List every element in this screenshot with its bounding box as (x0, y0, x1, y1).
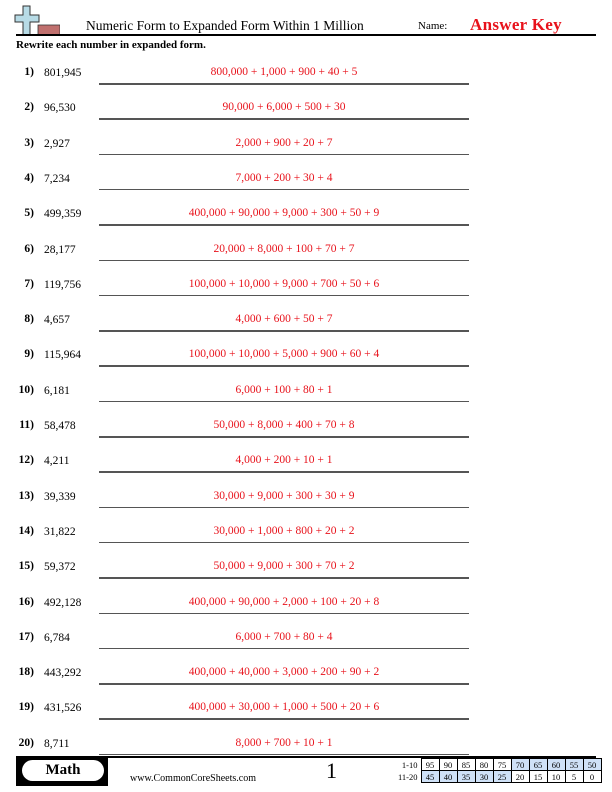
problem-number: 2) (24, 101, 34, 114)
problem-value: 492,128 (44, 596, 82, 609)
score-cell: 15 (529, 771, 547, 783)
problem-row (0, 631, 612, 661)
problem-number: 15) (18, 560, 34, 573)
answer-line (99, 401, 469, 403)
name-label: Name: (418, 20, 448, 32)
problem-row (0, 101, 612, 131)
score-cell: 10 (547, 771, 565, 783)
score-cell: 75 (493, 759, 511, 771)
problem-number: 7) (24, 277, 34, 290)
score-cell: 60 (547, 759, 565, 771)
problem-number: 4) (24, 171, 34, 184)
worksheet-footer (0, 756, 612, 792)
score-cell: 70 (511, 759, 529, 771)
answer-line (99, 577, 469, 579)
problem-row (0, 348, 612, 378)
problem-answer: 50,000 + 9,000 + 300 + 70 + 2 (213, 560, 355, 573)
problem-value: 96,530 (44, 102, 76, 115)
problem-value: 499,359 (44, 208, 82, 221)
problem-answer: 4,000 + 600 + 50 + 7 (235, 313, 333, 326)
problem-row (0, 207, 612, 237)
problem-answer: 20,000 + 8,000 + 100 + 70 + 7 (213, 242, 355, 255)
score-cell: 85 (457, 759, 475, 771)
problem-value: 119,756 (44, 278, 81, 291)
problem-row (0, 172, 612, 202)
problem-number: 14) (18, 524, 34, 537)
worksheet-header (0, 0, 612, 38)
problem-answer: 7,000 + 200 + 30 + 4 (235, 171, 333, 184)
problem-row (0, 384, 612, 414)
problem-number: 10) (18, 383, 34, 396)
header-divider (16, 34, 596, 36)
score-cell: 25 (493, 771, 511, 783)
score-cell: 35 (457, 771, 475, 783)
answer-key-label: Answer Key (470, 15, 562, 34)
problem-answer: 400,000 + 40,000 + 3,000 + 200 + 90 + 2 (188, 666, 380, 679)
problem-number: 13) (18, 489, 34, 502)
problem-number: 8) (24, 313, 34, 326)
score-cell: 0 (583, 771, 601, 783)
problem-number: 3) (24, 136, 34, 149)
problem-answer: 800,000 + 1,000 + 900 + 40 + 5 (210, 66, 358, 78)
problem-value: 801,945 (44, 67, 82, 79)
problem-answer: 6,000 + 100 + 80 + 1 (235, 383, 333, 396)
score-row (396, 771, 601, 783)
answer-line (99, 471, 469, 473)
answer-line (99, 365, 469, 367)
problem-value: 6,784 (44, 631, 70, 644)
problem-answer: 400,000 + 30,000 + 1,000 + 500 + 20 + 6 (188, 701, 380, 714)
score-cell: 40 (439, 771, 457, 783)
problem-value: 39,339 (44, 490, 76, 503)
problem-answer: 100,000 + 10,000 + 5,000 + 900 + 60 + 4 (188, 348, 380, 361)
problem-answer: 400,000 + 90,000 + 2,000 + 100 + 20 + 8 (188, 595, 380, 608)
score-cell: 5 (565, 771, 583, 783)
problem-number: 16) (18, 595, 34, 608)
problem-row (0, 419, 612, 449)
plus-and-bar-logo-icon (14, 4, 60, 36)
problem-answer: 2,000 + 900 + 20 + 7 (235, 136, 333, 149)
problem-number: 18) (18, 666, 34, 679)
problem-value: 2,927 (44, 137, 70, 150)
problem-answer: 100,000 + 10,000 + 9,000 + 700 + 50 + 6 (188, 277, 380, 290)
answer-line (99, 295, 469, 297)
answer-line (99, 718, 469, 720)
problem-value: 59,372 (44, 561, 76, 574)
answer-line (99, 260, 469, 262)
worksheet-title: Numeric Form to Expanded Form Within 1 Million (86, 18, 364, 33)
problem-number: 19) (18, 701, 34, 714)
problem-answer: 8,000 + 700 + 10 + 1 (235, 736, 333, 749)
problem-number: 12) (18, 454, 34, 467)
score-cell: 30 (475, 771, 493, 783)
answer-line (99, 542, 469, 544)
problem-value: 443,292 (44, 667, 82, 680)
problem-answer: 50,000 + 8,000 + 400 + 70 + 8 (213, 419, 355, 431)
score-range-label: 1-10 (401, 759, 418, 770)
site-url: www.CommonCoreSheets.com (130, 773, 257, 784)
score-row (396, 759, 601, 771)
problem-row (0, 278, 612, 308)
answer-line (99, 118, 469, 120)
problem-number: 1) (24, 66, 34, 78)
score-table (396, 758, 602, 783)
problem-number: 6) (24, 242, 34, 255)
answer-line (99, 83, 469, 85)
problem-value: 58,478 (44, 420, 76, 432)
problem-row (0, 243, 612, 273)
problem-value: 31,822 (44, 525, 76, 538)
answer-line (99, 189, 469, 191)
problem-value: 4,657 (44, 314, 70, 327)
answer-line (99, 754, 469, 756)
problem-value: 28,177 (44, 243, 76, 256)
score-cell: 45 (421, 771, 439, 783)
answer-line (99, 613, 469, 615)
problem-value: 4,211 (44, 455, 70, 468)
score-cell: 50 (583, 759, 601, 771)
problem-row (0, 454, 612, 484)
problem-row (0, 137, 612, 167)
problem-answer: 400,000 + 90,000 + 9,000 + 300 + 50 + 9 (188, 207, 380, 220)
problem-answer: 4,000 + 200 + 10 + 1 (235, 454, 333, 467)
score-cell: 55 (565, 759, 583, 771)
score-cell: 80 (475, 759, 493, 771)
problem-number: 20) (18, 736, 34, 749)
problem-number: 9) (24, 348, 34, 361)
problem-value: 8,711 (44, 737, 70, 750)
problem-answer: 6,000 + 700 + 80 + 4 (235, 630, 333, 643)
answer-line (99, 507, 469, 509)
problem-row (0, 596, 612, 626)
score-cell: 65 (529, 759, 547, 771)
answer-line (99, 154, 469, 156)
problem-row (0, 560, 612, 590)
problem-row (0, 525, 612, 555)
problem-row (0, 66, 612, 96)
problem-answer: 30,000 + 1,000 + 800 + 20 + 2 (213, 524, 355, 537)
score-range-label: 11-20 (398, 771, 418, 782)
answer-line (99, 683, 469, 685)
score-cell: 95 (421, 759, 439, 771)
answer-line (99, 330, 469, 332)
page-number: 1 (326, 758, 337, 783)
problem-value: 6,181 (44, 384, 70, 397)
answer-line (99, 224, 469, 226)
answer-line (99, 648, 469, 650)
answer-line (99, 436, 469, 438)
problem-value: 115,964 (44, 349, 81, 362)
problem-value: 7,234 (44, 172, 70, 185)
problem-answer: 90,000 + 6,000 + 500 + 30 (222, 101, 346, 114)
score-cell: 20 (511, 771, 529, 783)
problem-number: 11) (19, 419, 34, 431)
problem-row (0, 701, 612, 731)
problem-row (0, 313, 612, 343)
problem-number: 17) (18, 630, 34, 643)
problem-number: 5) (24, 207, 34, 220)
problem-answer: 30,000 + 9,000 + 300 + 30 + 9 (213, 489, 355, 502)
subject-label: Math (22, 760, 104, 781)
score-cell: 90 (439, 759, 457, 771)
problem-row (0, 666, 612, 696)
problem-value: 431,526 (44, 702, 82, 715)
instructions: Rewrite each number in expanded form. (16, 39, 206, 51)
problem-row (0, 490, 612, 520)
